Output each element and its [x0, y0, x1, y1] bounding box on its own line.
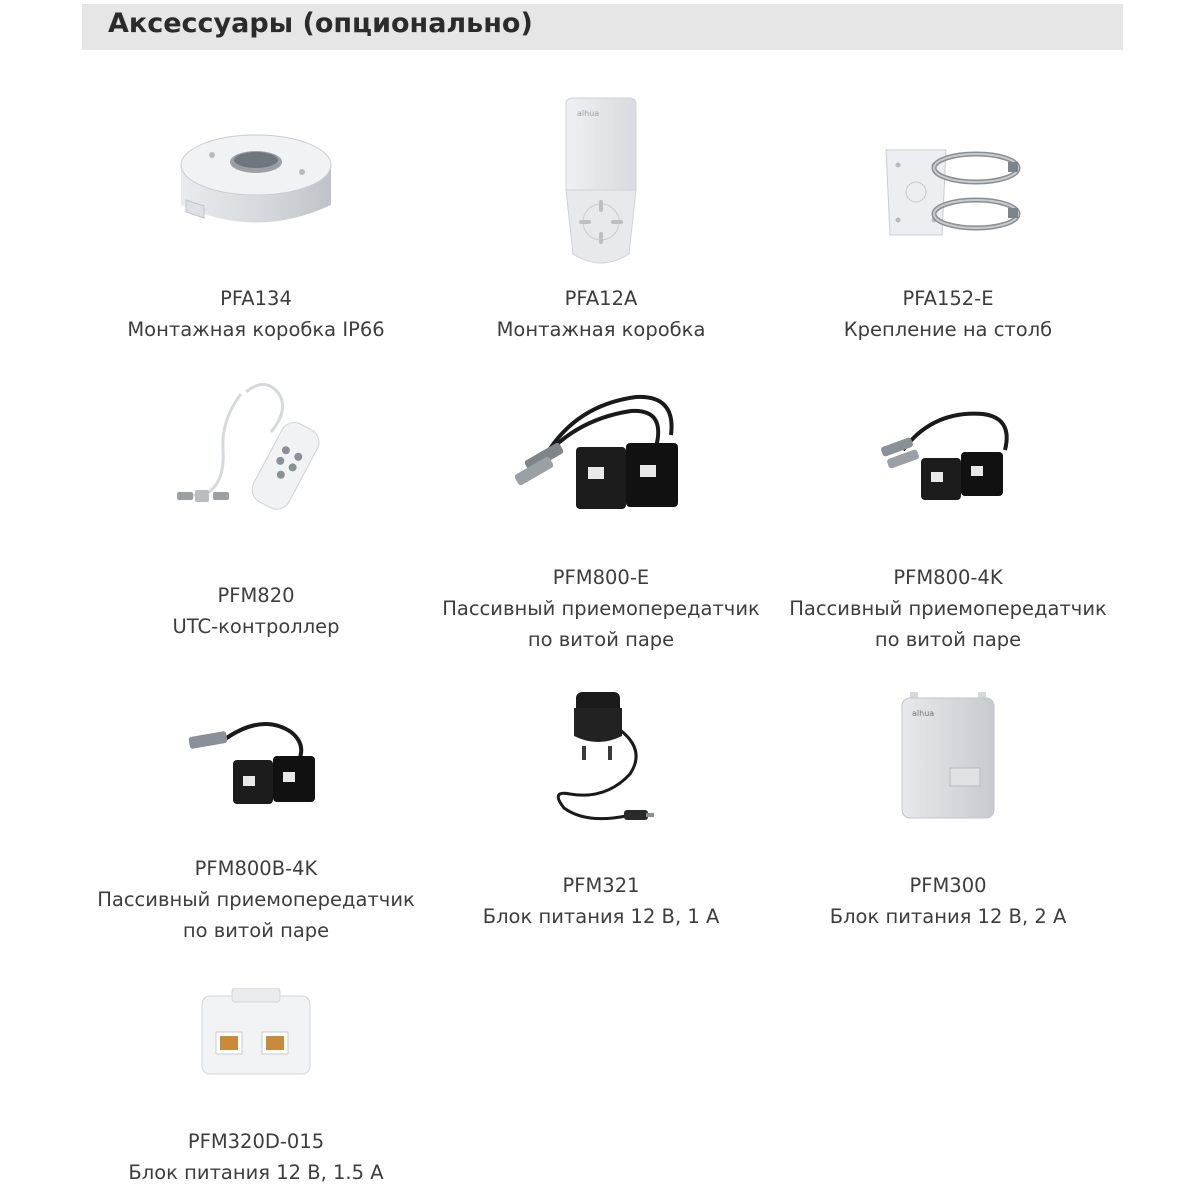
accessory-caption — [426, 562, 776, 655]
description-line: Крепление на столб — [843, 318, 1053, 341]
description-line: Пассивный приемопередатчик — [442, 597, 760, 620]
description-line: Пассивный приемопередатчик — [97, 888, 415, 911]
description-line: по витой паре — [182, 919, 330, 942]
accessory-item-pfa134 — [81, 80, 431, 370]
description-line: по витой паре — [527, 628, 675, 651]
description-line: Блок питания 12 В, 1 А — [482, 905, 720, 928]
accessory-caption — [426, 870, 776, 932]
accessory-item-pfm800-4k — [773, 375, 1123, 665]
description-line: Монтажная коробка IP66 — [127, 318, 385, 341]
description-line: Пассивный приемопередатчик — [789, 597, 1107, 620]
model-name: PFM800B-4K — [194, 857, 318, 880]
accessory-item-pfm800-e — [426, 375, 776, 665]
accessory-item-pfm320d-015 — [81, 980, 431, 1195]
model-name: PFM321 — [562, 874, 640, 897]
model-name: PFM800-4K — [893, 566, 1003, 589]
accessory-caption — [81, 853, 431, 946]
accessory-caption — [81, 283, 431, 345]
accessory-caption — [773, 283, 1123, 345]
power-adapter-icon — [426, 690, 776, 830]
poe-power-module-icon — [81, 988, 431, 1078]
power-supply-box-icon — [773, 692, 1123, 822]
junction-box-icon — [81, 110, 431, 250]
wall-mount-box-icon — [426, 94, 776, 274]
accessory-item-pfm820 — [81, 375, 431, 655]
description-line: Блок питания 12 В, 1.5 А — [128, 1161, 384, 1184]
model-name: PFA152-E — [902, 287, 994, 310]
balun-pair-icon — [81, 702, 431, 812]
description-line: по витой паре — [874, 628, 1022, 651]
accessory-caption — [773, 562, 1123, 655]
model-name: PFM320D-015 — [187, 1130, 325, 1153]
model-name: PFM300 — [909, 874, 987, 897]
description-line: Блок питания 12 В, 2 А — [829, 905, 1067, 928]
accessory-item-pfm300 — [773, 690, 1123, 950]
model-name: PFA12A — [564, 287, 638, 310]
accessory-item-pfm321 — [426, 690, 776, 950]
description-line: UTC-контроллер — [172, 615, 340, 638]
balun-pair-icon — [426, 385, 776, 525]
accessory-item-pfa152-e — [773, 80, 1123, 370]
accessory-caption — [426, 283, 776, 345]
pole-mount-icon — [773, 140, 1123, 250]
section-header — [82, 4, 1123, 50]
model-name: PFM800-E — [552, 566, 650, 589]
svg-text:alhua: alhua — [577, 109, 600, 118]
accessory-caption — [81, 1126, 431, 1188]
accessory-item-pfa12a — [426, 80, 776, 370]
accessory-item-pfm800b-4k — [81, 690, 431, 960]
utc-controller-icon — [81, 380, 431, 520]
balun-pair-icon — [773, 400, 1123, 510]
model-name: PFA134 — [220, 287, 292, 310]
accessory-caption — [81, 580, 431, 642]
description-line: Монтажная коробка — [496, 318, 706, 341]
model-name: PFM820 — [217, 584, 295, 607]
accessory-caption — [773, 870, 1123, 932]
svg-text:alhua: alhua — [912, 709, 935, 718]
section-title: Аксессуары (опционально) — [108, 8, 533, 39]
